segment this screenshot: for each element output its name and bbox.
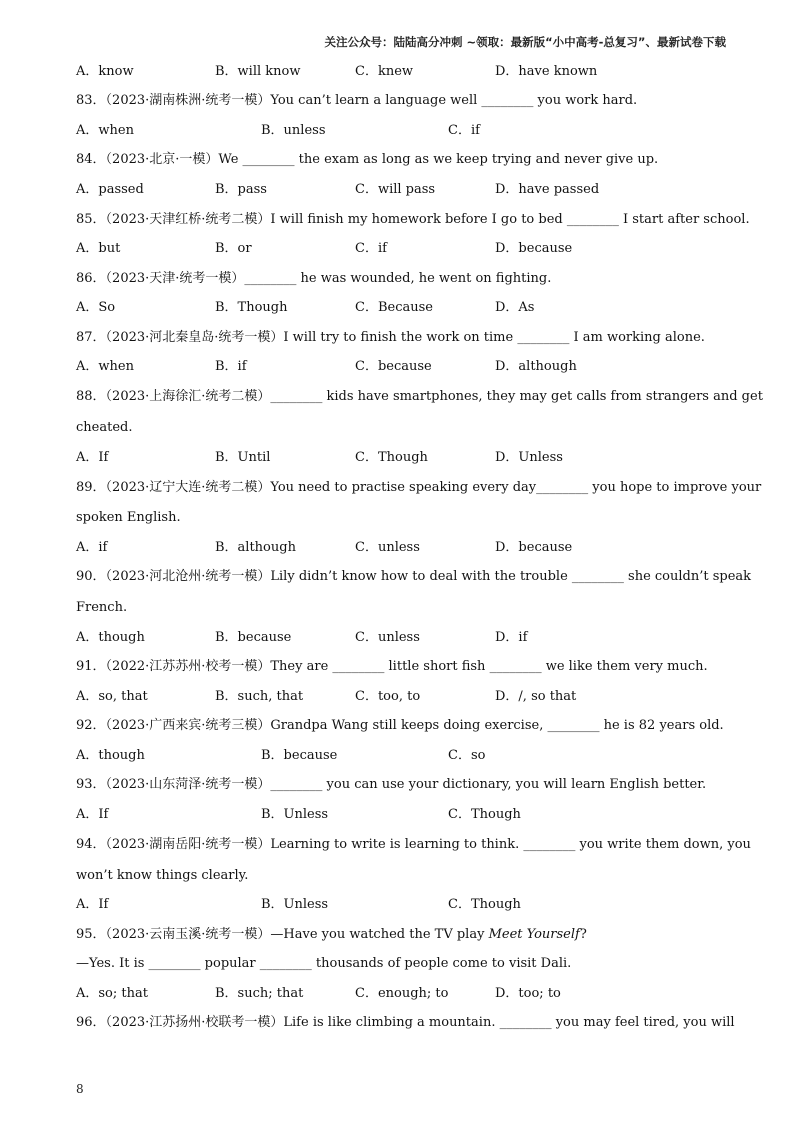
- page-number: 8: [76, 1082, 84, 1096]
- option-c: C．because: [355, 359, 432, 374]
- option-a: A．If: [76, 450, 109, 465]
- option-row: [76, 985, 726, 1003]
- option-c: C．unless: [355, 630, 420, 645]
- option-row: [76, 122, 726, 140]
- option-c: C．Though: [355, 450, 428, 465]
- option-row: [76, 299, 726, 317]
- option-a: A．so, that: [76, 689, 148, 704]
- option-b: B．Unless: [261, 897, 329, 912]
- question-text: 94．（2023·湖南岳阳·统考一模）Learning to write is learning to think. ________ you write them down, you: [76, 837, 751, 852]
- option-b: B．because: [261, 748, 338, 763]
- question-text: 86．（2023·天津·统考一模）________ he was wounded, he went on fighting.: [76, 271, 552, 286]
- option-a: A．know: [76, 64, 134, 79]
- option-a: A．so; that: [76, 986, 148, 1001]
- question-text: 88．（2023·上海徐汇·统考二模）________ kids have smartphones, they may get calls from strangers and get: [76, 389, 763, 404]
- option-c: C．if: [355, 241, 387, 256]
- question-text-part: ?: [579, 927, 587, 942]
- question-text: —Yes. It is ________ popular ________ thousands of people come to visit Dali.: [76, 956, 572, 971]
- tv-play-title: Meet Yourself: [488, 927, 580, 942]
- option-c: C．if: [448, 123, 480, 138]
- option-a: A．if: [76, 540, 108, 555]
- option-d: D．because: [495, 241, 573, 256]
- option-a: A．though: [76, 748, 145, 763]
- option-row: [76, 63, 726, 81]
- option-d: D．have known: [495, 64, 598, 79]
- question-text: cheated.: [76, 420, 133, 435]
- option-c: C．will pass: [355, 182, 436, 197]
- option-a: A．passed: [76, 182, 144, 197]
- option-a: A．when: [76, 123, 134, 138]
- option-row: [76, 688, 726, 706]
- option-b: B．such, that: [215, 689, 304, 704]
- option-a: A．If: [76, 897, 109, 912]
- option-row: [76, 240, 726, 258]
- question-text: 83．（2023·湖南株洲·统考一模）You can’t learn a language well ________ you work hard.: [76, 93, 638, 108]
- question-text: spoken English.: [76, 510, 181, 525]
- option-row: [76, 896, 726, 914]
- option-b: B．if: [215, 359, 247, 374]
- question-text: 90．（2023·河北沧州·统考一模）Lily didn’t know how to deal with the trouble ________ she couldn’t speak: [76, 569, 752, 584]
- option-b: B．or: [215, 241, 252, 256]
- question-text: 93．（2023·山东菏泽·统考一模）________ you can use your dictionary, you will learn English better.: [76, 777, 707, 792]
- option-row: [76, 747, 726, 765]
- option-c: C．Though: [448, 807, 521, 822]
- option-d: D．have passed: [495, 182, 600, 197]
- option-a: A．when: [76, 359, 134, 374]
- option-row: [76, 629, 726, 647]
- option-c: C．too, to: [355, 689, 421, 704]
- question-text: 96．（2023·江苏扬州·校联考一模）Life is like climbing a mountain. ________ you may feel tired, you will: [76, 1015, 735, 1030]
- option-a: A．So: [76, 300, 116, 315]
- option-b: B．will know: [215, 64, 301, 79]
- option-d: D．As: [495, 300, 535, 315]
- option-row: [76, 181, 726, 199]
- option-d: D．although: [495, 359, 577, 374]
- option-d: D．Unless: [495, 450, 563, 465]
- option-b: B．unless: [261, 123, 326, 138]
- question-text: 91．（2022·江苏苏州·校考一模）They are ________ little short fish ________ we like them very much.: [76, 659, 708, 674]
- option-d: D．/, so that: [495, 689, 577, 704]
- question-text: 84．（2023·北京·一模）We ________ the exam as long as we keep trying and never give up.: [76, 152, 659, 167]
- question-text: French.: [76, 600, 128, 615]
- question-text: 92．（2023·广西来宾·统考三模）Grandpa Wang still keeps doing exercise, ________ he is 82 years old.: [76, 718, 724, 733]
- question-text: 85．（2023·天津红桥·统考二模）I will finish my homework before I go to bed ________ I start after school.: [76, 212, 750, 227]
- option-d: D．if: [495, 630, 528, 645]
- option-d: D．too; to: [495, 986, 561, 1001]
- option-b: B．Though: [215, 300, 288, 315]
- option-b: B．Until: [215, 450, 271, 465]
- option-row: [76, 539, 726, 557]
- option-d: D．because: [495, 540, 573, 555]
- option-b: B．Unless: [261, 807, 329, 822]
- option-row: [76, 358, 726, 376]
- option-row: [76, 449, 726, 467]
- option-c: C．unless: [355, 540, 420, 555]
- option-c: C．knew: [355, 64, 414, 79]
- question-text: 89．（2023·辽宁大连·统考二模）You need to practise speaking every day________ you hope to improve your: [76, 480, 762, 495]
- question-text: [76, 926, 726, 944]
- question-text: won’t know things clearly.: [76, 868, 249, 883]
- option-c: C．so: [448, 748, 486, 763]
- option-a: A．but: [76, 241, 121, 256]
- option-b: B．although: [215, 540, 296, 555]
- option-a: A．though: [76, 630, 145, 645]
- option-c: C．enough; to: [355, 986, 449, 1001]
- option-a: A．If: [76, 807, 109, 822]
- question-text: 87．（2023·河北秦皇岛·统考一模）I will try to finish the work on time ________ I am working alone.: [76, 330, 705, 345]
- page-header: 关注公众号：陆陆高分冲刺 ~领取：最新版“小中高考-总复习”、最新试卷下载: [324, 35, 726, 49]
- option-b: B．because: [215, 630, 292, 645]
- option-c: C．Though: [448, 897, 521, 912]
- option-b: B．such; that: [215, 986, 304, 1001]
- option-row: [76, 806, 726, 824]
- option-c: C．Because: [355, 300, 433, 315]
- option-b: B．pass: [215, 182, 267, 197]
- question-text-part: 95．（2023·云南玉溪·统考一模）—Have you watched the TV play: [76, 927, 489, 942]
